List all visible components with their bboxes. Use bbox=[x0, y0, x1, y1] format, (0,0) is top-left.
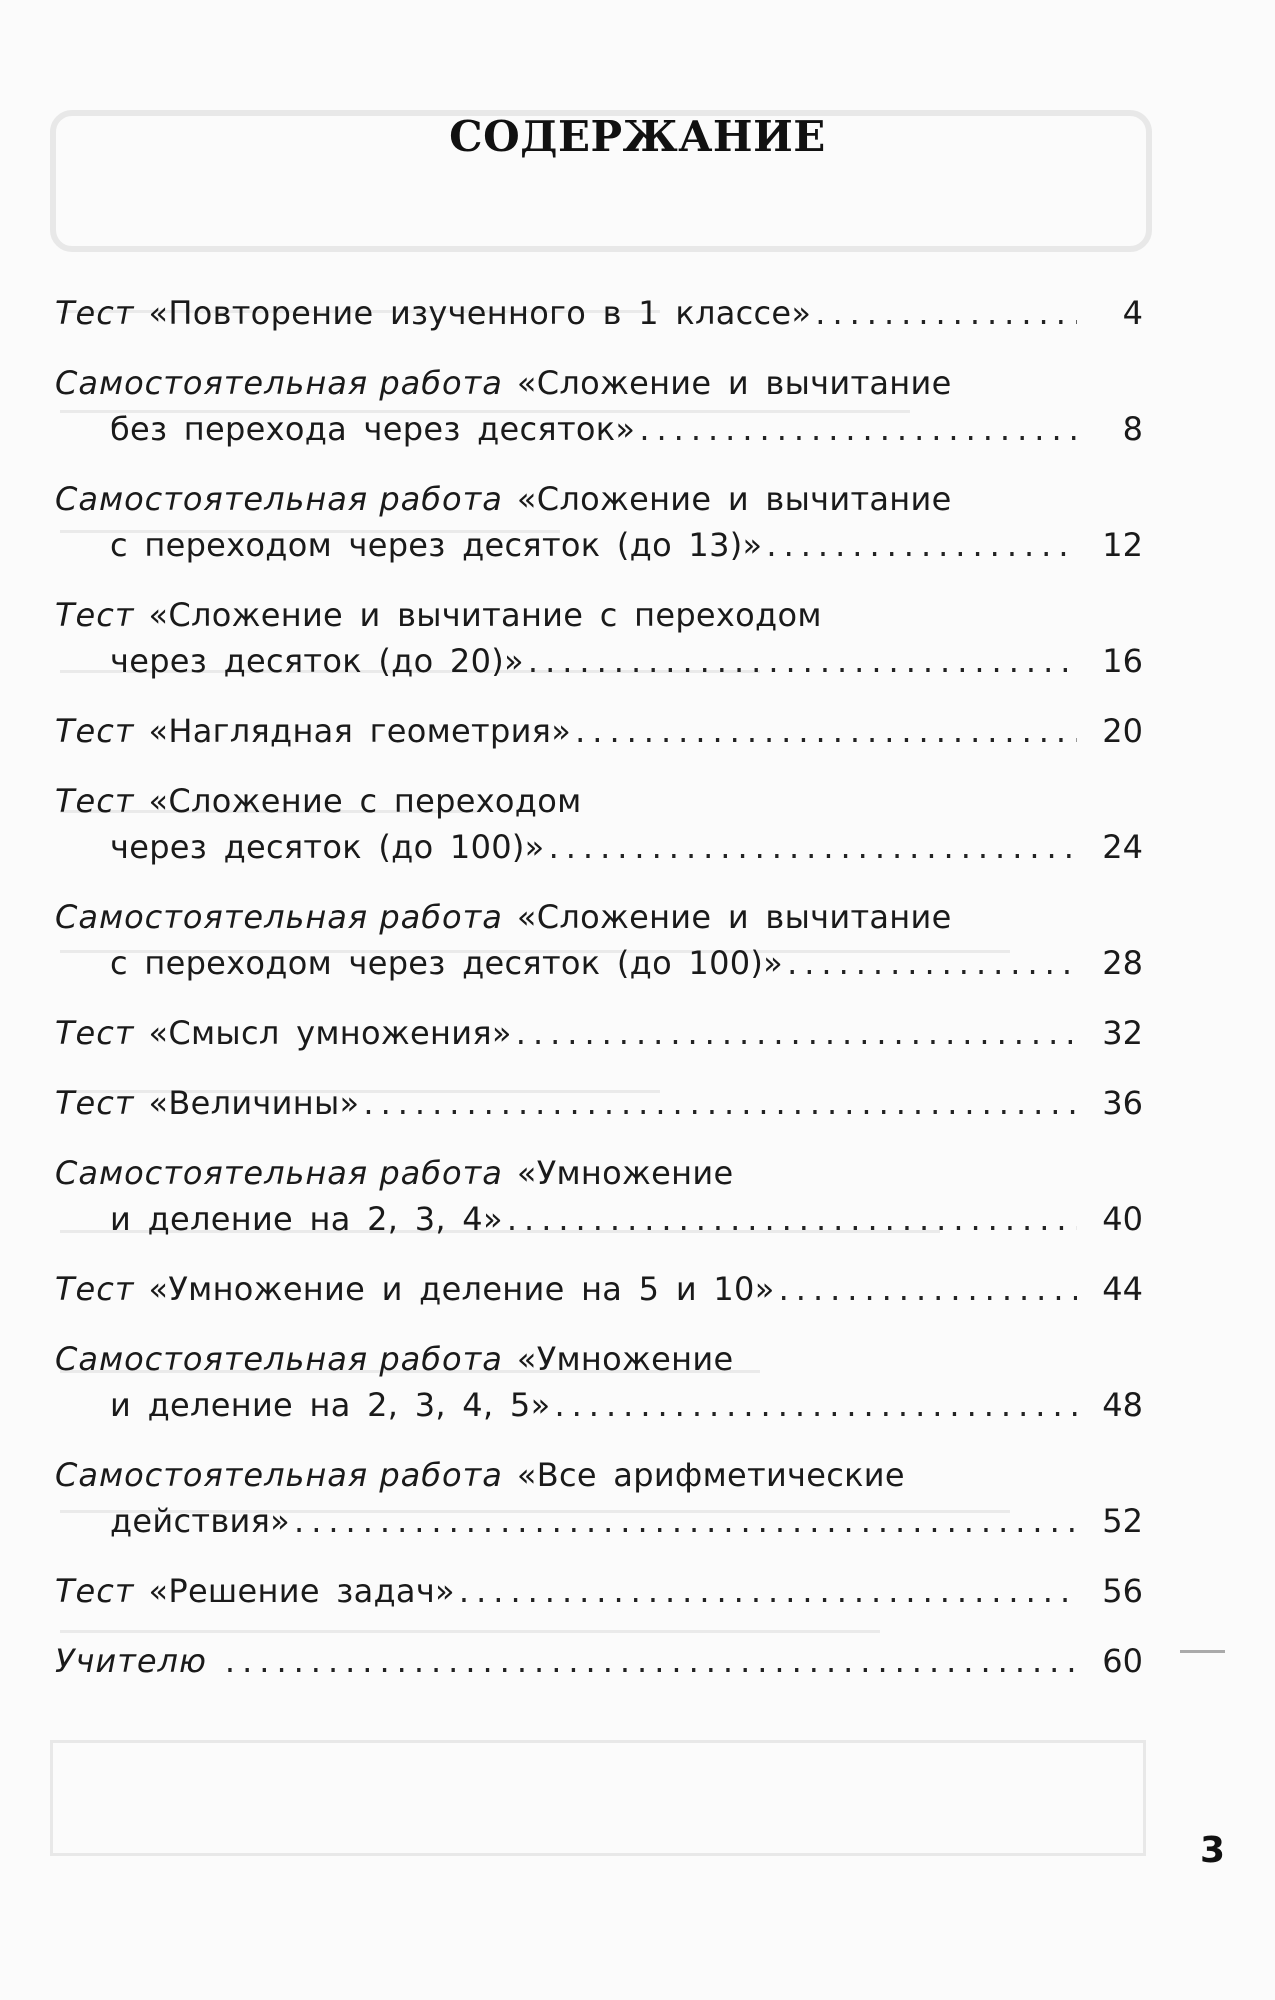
toc-entry-kind: Тест bbox=[55, 782, 135, 820]
toc-entry-title: «Сложение и вычитание bbox=[516, 898, 952, 936]
toc-entry-page: 52 bbox=[1102, 1502, 1143, 1540]
toc-entry-title: с переходом через десяток (до 100)» bbox=[110, 944, 784, 982]
toc-entry-line bbox=[55, 778, 1143, 824]
toc-entry-title: и деление на 2, 3, 4» bbox=[110, 1200, 503, 1238]
toc-entry-line bbox=[55, 940, 1143, 986]
toc-entry bbox=[55, 1080, 1143, 1126]
toc-entry-title: «Сложение и вычитание bbox=[516, 480, 952, 518]
toc-entry-title: действия» bbox=[110, 1502, 291, 1540]
toc-entry-line bbox=[55, 638, 1143, 684]
dot-leader bbox=[507, 1196, 1077, 1242]
toc-entry-line bbox=[55, 290, 1143, 336]
dot-leader bbox=[516, 1010, 1077, 1056]
toc-entry-title: «Умножение и деление на 5 и 10» bbox=[148, 1270, 775, 1308]
dot-leader bbox=[766, 522, 1077, 568]
toc-entry-title: и деление на 2, 3, 4, 5» bbox=[110, 1386, 551, 1424]
toc-entry-title: без перехода через десяток» bbox=[110, 410, 636, 448]
toc-entry-line bbox=[55, 1266, 1143, 1312]
toc-entry-page: 36 bbox=[1102, 1084, 1143, 1122]
toc-entry bbox=[55, 708, 1143, 754]
dot-leader bbox=[779, 1266, 1077, 1312]
page-title: СОДЕРЖАНИЕ bbox=[449, 112, 826, 161]
page-number: 3 bbox=[1199, 1830, 1225, 1871]
toc-entry-title: «Смысл умножения» bbox=[148, 1014, 512, 1052]
toc-entry-title: «Повторение изученного в 1 классе» bbox=[148, 294, 812, 332]
toc-entry-title: «Умножение bbox=[516, 1154, 734, 1192]
toc-entry-line bbox=[55, 1568, 1143, 1614]
dot-leader bbox=[575, 708, 1077, 754]
toc-entry-kind: Тест bbox=[55, 1084, 135, 1122]
toc-entry-kind: Тест bbox=[55, 1014, 135, 1052]
dot-leader bbox=[549, 824, 1077, 870]
toc-entry-page: 56 bbox=[1102, 1572, 1143, 1610]
toc-entry-page: 16 bbox=[1102, 642, 1143, 680]
toc-entry-line bbox=[55, 1336, 1143, 1382]
toc-entry-page: 20 bbox=[1102, 712, 1143, 750]
toc-entry bbox=[55, 476, 1143, 568]
toc-entry bbox=[55, 1452, 1143, 1544]
toc-entry-kind: Тест bbox=[55, 294, 135, 332]
toc-entry bbox=[55, 360, 1143, 452]
toc-entry-line bbox=[55, 592, 1143, 638]
toc-entry-page: 44 bbox=[1102, 1270, 1143, 1308]
toc-entry-page: 4 bbox=[1122, 294, 1143, 332]
toc-entry-line bbox=[55, 1196, 1143, 1242]
toc-entry-line bbox=[55, 1498, 1143, 1544]
toc-entry-title: «Умножение bbox=[516, 1340, 734, 1378]
toc-entry-page: 28 bbox=[1102, 944, 1143, 982]
dot-leader bbox=[639, 406, 1077, 452]
toc-entry bbox=[55, 1568, 1143, 1614]
toc-entry-kind: Самостоятельная работа bbox=[55, 1340, 503, 1378]
toc-entry-kind: Учителю bbox=[55, 1642, 207, 1680]
toc-entry-kind: Тест bbox=[55, 1270, 135, 1308]
toc-entry-line bbox=[55, 1010, 1143, 1056]
toc-entry-line bbox=[55, 476, 1143, 522]
toc-entry-line bbox=[55, 1452, 1143, 1498]
toc-entry-line bbox=[55, 522, 1143, 568]
toc-entry-line bbox=[55, 360, 1143, 406]
table-of-contents bbox=[55, 290, 1143, 1708]
dot-leader bbox=[787, 940, 1077, 986]
toc-entry-line bbox=[55, 824, 1143, 870]
toc-entry-page: 8 bbox=[1122, 410, 1143, 448]
toc-entry bbox=[55, 1266, 1143, 1312]
toc-entry-kind: Самостоятельная работа bbox=[55, 1456, 503, 1494]
toc-entry-page: 48 bbox=[1102, 1386, 1143, 1424]
toc-entry-kind: Тест bbox=[55, 712, 135, 750]
toc-entry bbox=[55, 1010, 1143, 1056]
dot-leader bbox=[554, 1382, 1077, 1428]
dot-leader bbox=[815, 290, 1077, 336]
toc-entry-kind: Самостоятельная работа bbox=[55, 1154, 503, 1192]
toc-entry-kind: Тест bbox=[55, 1572, 135, 1610]
dot-leader bbox=[225, 1638, 1077, 1684]
toc-entry-kind: Тест bbox=[55, 596, 135, 634]
toc-entry-title: через десяток (до 100)» bbox=[110, 828, 545, 866]
toc-entry-page: 40 bbox=[1102, 1200, 1143, 1238]
dot-leader bbox=[459, 1568, 1077, 1614]
toc-entry-title: «Решение задач» bbox=[148, 1572, 455, 1610]
toc-entry-page: 60 bbox=[1102, 1642, 1143, 1680]
toc-entry-kind: Самостоятельная работа bbox=[55, 898, 503, 936]
toc-entry-line bbox=[55, 406, 1143, 452]
toc-entry bbox=[55, 1638, 1143, 1684]
toc-entry-title: «Все арифметические bbox=[516, 1456, 905, 1494]
toc-entry-title: с переходом через десяток (до 13)» bbox=[110, 526, 763, 564]
toc-entry bbox=[55, 290, 1143, 336]
toc-entry-title: «Величины» bbox=[148, 1084, 360, 1122]
toc-entry-page: 32 bbox=[1102, 1014, 1143, 1052]
toc-entry bbox=[55, 1150, 1143, 1242]
toc-entry-kind: Самостоятельная работа bbox=[55, 364, 503, 402]
toc-entry-line bbox=[55, 1080, 1143, 1126]
toc-entry-title: «Сложение и вычитание с переходом bbox=[148, 596, 822, 634]
bleed-score-table bbox=[50, 1740, 1146, 1856]
dot-leader bbox=[528, 638, 1077, 684]
pencil-mark bbox=[1180, 1650, 1225, 1653]
toc-entry-page: 24 bbox=[1102, 828, 1143, 866]
toc-entry-line bbox=[55, 1382, 1143, 1428]
toc-entry-line bbox=[55, 894, 1143, 940]
toc-entry bbox=[55, 894, 1143, 986]
toc-entry-title: «Сложение с переходом bbox=[148, 782, 582, 820]
toc-entry-page: 12 bbox=[1102, 526, 1143, 564]
toc-entry-title: «Наглядная геометрия» bbox=[148, 712, 572, 750]
toc-entry-title: через десяток (до 20)» bbox=[110, 642, 524, 680]
toc-entry bbox=[55, 778, 1143, 870]
toc-entry bbox=[55, 592, 1143, 684]
toc-entry-title: «Сложение и вычитание bbox=[516, 364, 952, 402]
dot-leader bbox=[363, 1080, 1077, 1126]
toc-entry-line bbox=[55, 1150, 1143, 1196]
dot-leader bbox=[294, 1498, 1077, 1544]
toc-entry-line bbox=[55, 708, 1143, 754]
toc-entry-kind: Самостоятельная работа bbox=[55, 480, 503, 518]
toc-entry-line bbox=[55, 1638, 1143, 1684]
toc-entry bbox=[55, 1336, 1143, 1428]
